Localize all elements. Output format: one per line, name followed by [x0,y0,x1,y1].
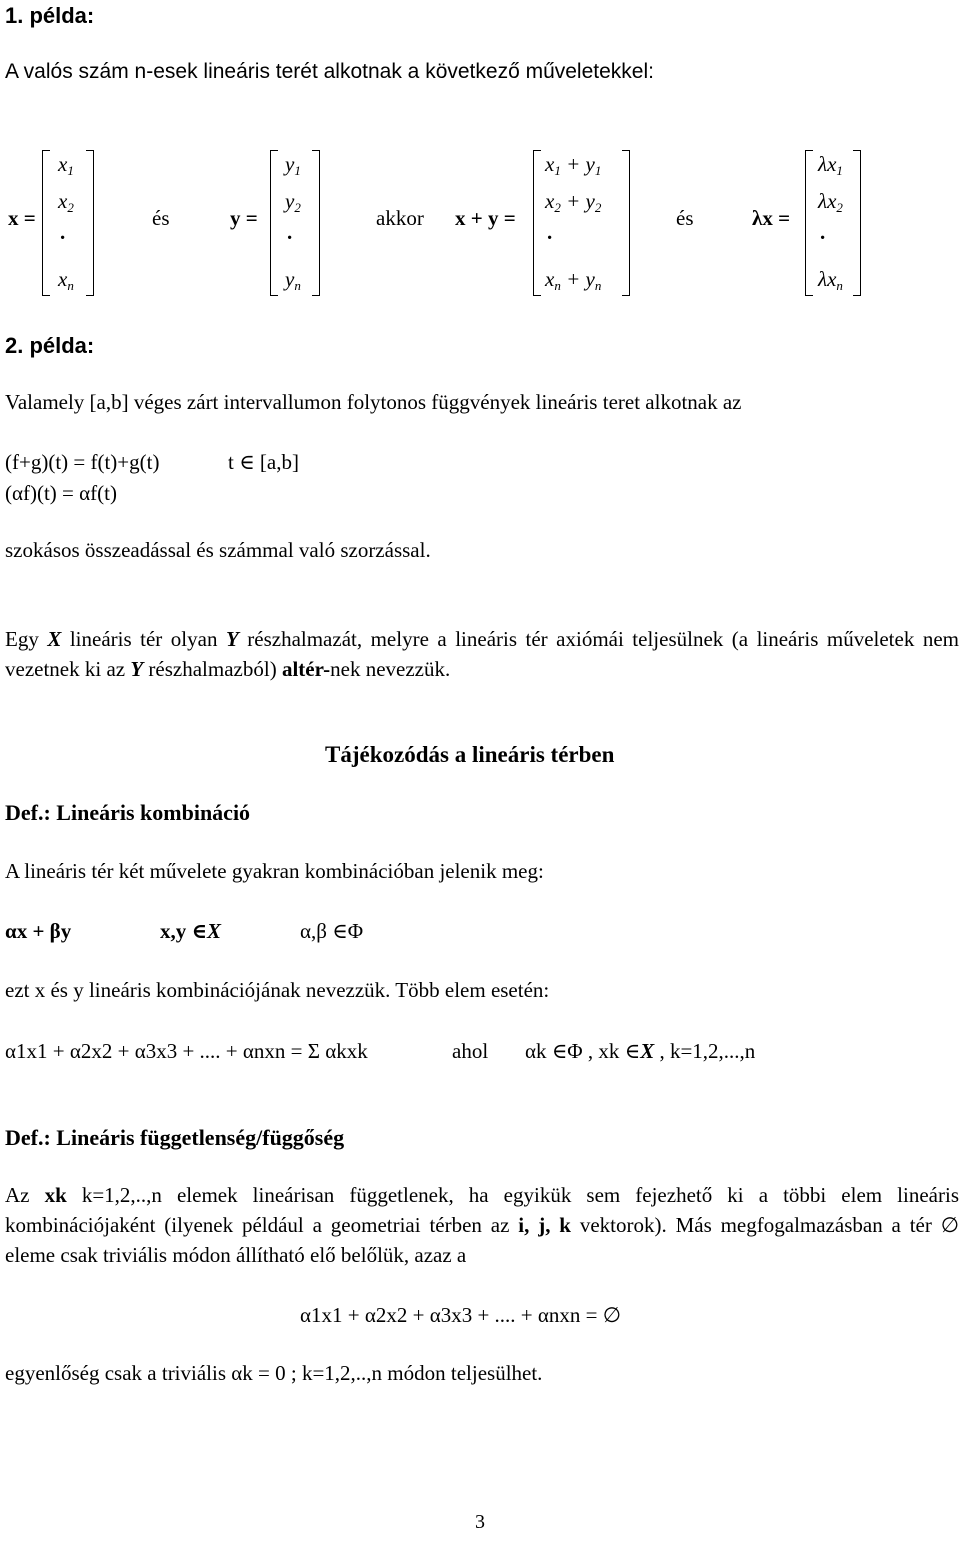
sum-entry-n: xn + yn [545,267,602,293]
definition-1-heading [5,802,250,824]
sum-function-formula: (f+g)(t) = f(t)+g(t) [5,450,160,474]
def-title: : Lineáris kombináció [43,800,251,825]
sum-entry-2: x2 + y2 [545,189,602,215]
x-vector-label: x = [8,206,36,230]
definition-1-intro: A lineáris tér két művelete gyakran kombinációban jelenik meg: [5,859,544,883]
def2-label: Def. [5,1125,44,1150]
indep-xk: xk [44,1183,67,1207]
indep-text-1: k=1,2,..,n elemek lineárisan függetlenek, ha egyikük sem fejezhető ki a többi elem lineáris kombinációjaként (ilyenek például a geometriai térben az [5,1183,959,1237]
x-entry-2: x2 [58,189,74,215]
and-word-2: és [676,206,694,230]
combo-set: ∈X [191,919,222,943]
example2-intro: Valamely [a,b] véges zárt intervallumon folytonos függvények lineáris teret alkotnak az [5,390,742,414]
sum-entry-dot: . [547,220,553,244]
trivial-solution-text: egyenlőség csak a triviális αk = 0 ; k=1,2,..,n módon teljesülhet. [5,1361,543,1385]
domain-condition: t ∈ [a,b] [228,450,299,474]
indep-az: Az [5,1183,45,1207]
sum-right-bracket [622,150,630,296]
x-entry-1: x1 [58,152,74,178]
subspace-definition [5,624,959,684]
space-X: X [47,627,62,651]
subspace-text-4: részhalmazból) [143,657,282,681]
scaled-entry-1: λx1 [818,152,843,178]
y-left-bracket [270,150,278,296]
x-entry-dot: . [60,220,66,244]
sum-left-bracket [533,150,541,296]
combination-scalar-condition: α,β ∈Φ [300,919,364,943]
section-title: Tájékozódás a lineáris térben [325,742,615,767]
general-combination: α1x1 + α2x2 + α3x3 + .... + αnxn = Σ αkxk [5,1039,368,1063]
combo-vars: x,y [160,919,192,943]
subspace-text-1: Egy [5,627,48,651]
sum-label: x + y = [455,206,516,230]
combination-expression: αx + βy [5,919,72,943]
example1-heading: 1. példa: [5,3,95,28]
subspace-term: altér- [281,657,331,681]
and-word-1: és [152,206,170,230]
unit-vectors: i, j, k [518,1213,571,1237]
subspace-text-2: lineáris tér olyan [61,627,226,651]
scalar-function-formula: (αf)(t) = αf(t) [5,481,117,505]
example1-intro: A valós szám n-esek lineáris terét alkotnak a következő műveletekkel: [5,60,654,83]
page-number: 3 [475,1511,485,1533]
y-right-bracket [312,150,320,296]
subspace-text-5: nek nevezzük. [330,657,451,681]
independence-definition [5,1180,959,1270]
akkor-word: akkor [376,206,424,230]
general-cond-text: αk ∈Φ , xk ∈ [525,1039,641,1063]
scaled-entry-2: λx2 [818,189,843,215]
definition-2-heading [5,1127,344,1149]
def-label: Def. [5,800,44,825]
y-entry-n: yn [285,267,301,293]
scaled-entry-n: λxn [818,267,843,293]
subspace-text-3: részhalmazát, melyre a lineáris tér axiómái teljesülnek (a lineáris műveletek nem vezetnek ki az [5,627,959,681]
scaled-right-bracket [853,150,861,296]
sum-entry-1: x1 + y1 [545,152,602,178]
scaled-left-bracket [805,150,813,296]
general-cond-range: , k=1,2,...,n [654,1039,756,1063]
y-entry-1: y1 [285,152,301,178]
def2-title: : Lineáris függetlenség/függőség [43,1125,345,1150]
zero-combination-equation: α1x1 + α2x2 + α3x3 + .... + αnxn = ∅ [300,1303,622,1327]
scaled-entry-dot: . [820,220,826,244]
x-entry-n: xn [58,267,74,293]
x-right-bracket [86,150,94,296]
scaled-label: λx = [752,206,791,230]
subset-Y-2: Y [130,657,144,681]
combination-naming: ezt x és y lineáris kombinációjának nevezzük. Több elem esetén: [5,978,550,1002]
combination-vector-condition [160,921,221,942]
x-left-bracket [42,150,50,296]
indep-text-2: vektorok). Más megfogalmazásban a tér ∅ eleme csak triviális módon állítható elő belőlük, azaz a [5,1213,960,1267]
general-condition [525,1041,755,1062]
ahol-word: ahol [452,1039,489,1063]
general-cond-X: X [640,1039,655,1063]
y-entry-2: y2 [285,189,301,215]
example2-heading: 2. példa: [5,333,95,358]
y-vector-label: y = [230,206,258,230]
example2-outro: szokásos összeadással és számmal való szorzással. [5,538,431,562]
y-entry-dot: . [287,220,293,244]
subset-Y: Y [225,627,239,651]
